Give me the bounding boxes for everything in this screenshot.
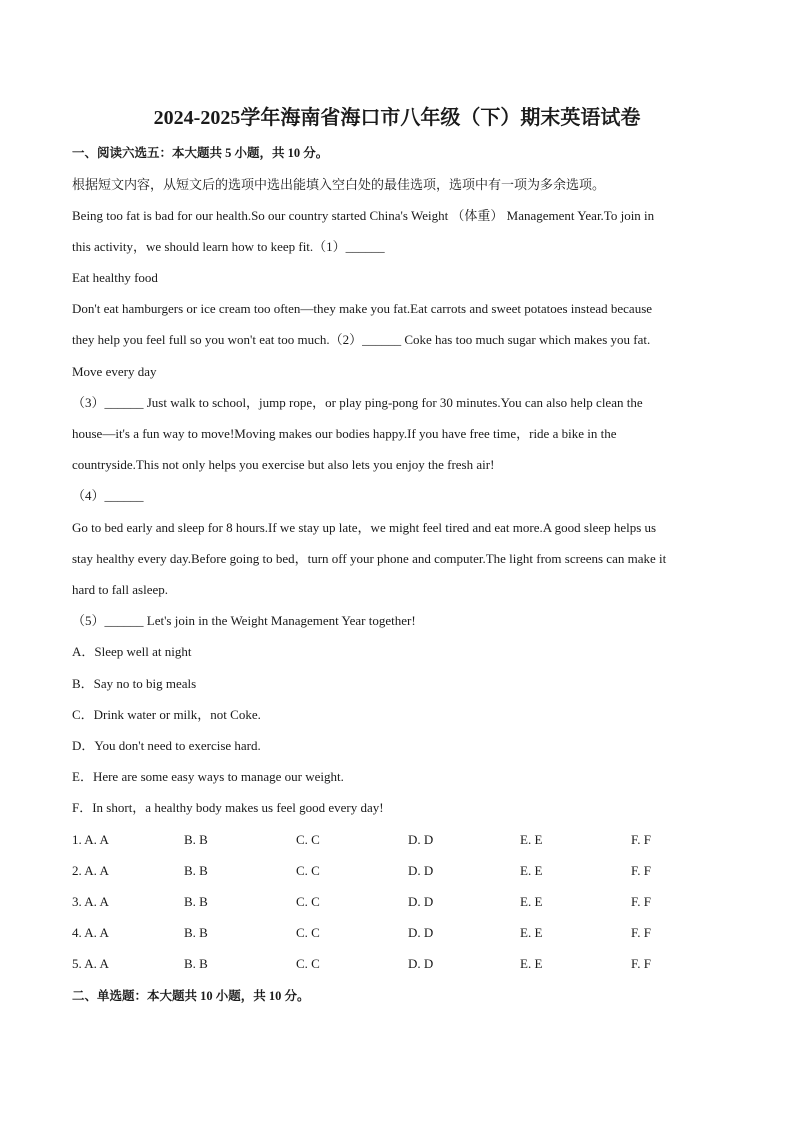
- answer-choice[interactable]: C. C: [296, 956, 320, 971]
- answer-choice[interactable]: C. C: [296, 894, 320, 909]
- answer-choice[interactable]: 3. A. A: [72, 894, 109, 909]
- option-f: F．In short，a healthy body makes us feel good every day!: [72, 800, 384, 815]
- page-title: 2024-2025学年海南省海口市八年级（下）期末英语试卷: [153, 107, 641, 129]
- passage-line: （3）______ Just walk to school，jump rope，or play ping-pong for 30 minutes.You can also help clean the: [72, 395, 643, 410]
- answer-choice[interactable]: C. C: [296, 925, 320, 940]
- answer-choice[interactable]: D. D: [408, 894, 434, 909]
- option-d: D．You don't need to exercise hard.: [72, 738, 261, 753]
- answer-choice[interactable]: C. C: [296, 863, 320, 878]
- passage-line: they help you feel full so you won't eat too much.（2）______ Coke has too much sugar which makes you fat.: [72, 332, 651, 347]
- answer-choice[interactable]: F. F: [631, 956, 651, 971]
- answer-choice[interactable]: E. E: [520, 925, 543, 940]
- answer-choice[interactable]: F. F: [631, 925, 651, 940]
- passage-line: stay healthy every day.Before going to bed，turn off your phone and computer.The light from screens can make it: [72, 551, 667, 566]
- answer-choice[interactable]: B. B: [184, 925, 208, 940]
- passage-line: hard to fall asleep.: [72, 582, 169, 597]
- answer-choice[interactable]: 4. A. A: [72, 925, 109, 940]
- answer-row-4: [72, 923, 732, 943]
- section-1-heading: 一、阅读六选五：本大题共 5 小题，共 10 分。: [72, 146, 329, 160]
- answer-choice[interactable]: F. F: [631, 832, 651, 847]
- answer-choice[interactable]: F. F: [631, 863, 651, 878]
- answer-choice[interactable]: D. D: [408, 832, 434, 847]
- answer-choice[interactable]: B. B: [184, 956, 208, 971]
- answer-choice[interactable]: 2. A. A: [72, 863, 109, 878]
- option-c: C．Drink water or milk，not Coke.: [72, 707, 261, 722]
- answer-choice[interactable]: D. D: [408, 956, 434, 971]
- passage-heading: Move every day: [72, 364, 157, 379]
- option-a: A．Sleep well at night: [72, 644, 192, 659]
- answer-choice[interactable]: D. D: [408, 925, 434, 940]
- option-e: E．Here are some easy ways to manage our weight.: [72, 769, 344, 784]
- answer-choice[interactable]: B. B: [184, 894, 208, 909]
- passage-line: Don't eat hamburgers or ice cream too often—they make you fat.Eat carrots and sweet potatoes instead because: [72, 301, 653, 316]
- passage-line: （5）______ Let's join in the Weight Management Year together!: [72, 613, 416, 628]
- passage-line: Go to bed early and sleep for 8 hours.If we stay up late，we might feel tired and eat more.A good sleep helps us: [72, 520, 657, 535]
- passage-heading: Eat healthy food: [72, 270, 158, 285]
- answer-choice[interactable]: 5. A. A: [72, 956, 109, 971]
- answer-choice[interactable]: B. B: [184, 863, 208, 878]
- answer-choice[interactable]: B. B: [184, 832, 208, 847]
- answer-choice[interactable]: 1. A. A: [72, 832, 109, 847]
- answer-choice[interactable]: E. E: [520, 956, 543, 971]
- answer-choice[interactable]: D. D: [408, 863, 434, 878]
- section-2-heading: 二、单选题：本大题共 10 小题，共 10 分。: [72, 989, 310, 1003]
- answer-choice[interactable]: E. E: [520, 894, 543, 909]
- answer-row-5: [72, 954, 732, 974]
- option-b: B．Say no to big meals: [72, 676, 197, 691]
- answer-row-1: [72, 830, 732, 850]
- section-1-instruction: 根据短文内容，从短文后的选项中选出能填入空白处的最佳选项，选项中有一项为多余选项。: [72, 177, 606, 192]
- answer-choice[interactable]: F. F: [631, 894, 651, 909]
- answer-choice[interactable]: E. E: [520, 863, 543, 878]
- passage-line: house—it's a fun way to move!Moving makes our bodies happy.If you have free time，ride a bike in the: [72, 426, 617, 441]
- passage-line: this activity，we should learn how to keep fit.（1）______: [72, 239, 385, 254]
- answer-row-2: [72, 861, 732, 881]
- passage-blank: （4）______: [72, 488, 144, 503]
- passage-line: countryside.This not only helps you exercise but also lets you enjoy the fresh air!: [72, 457, 495, 472]
- answer-row-3: [72, 892, 732, 912]
- answer-choice[interactable]: E. E: [520, 832, 543, 847]
- passage-line: Being too fat is bad for our health.So our country started China's Weight （体重） Management Year.To join in: [72, 208, 655, 223]
- answer-choice[interactable]: C. C: [296, 832, 320, 847]
